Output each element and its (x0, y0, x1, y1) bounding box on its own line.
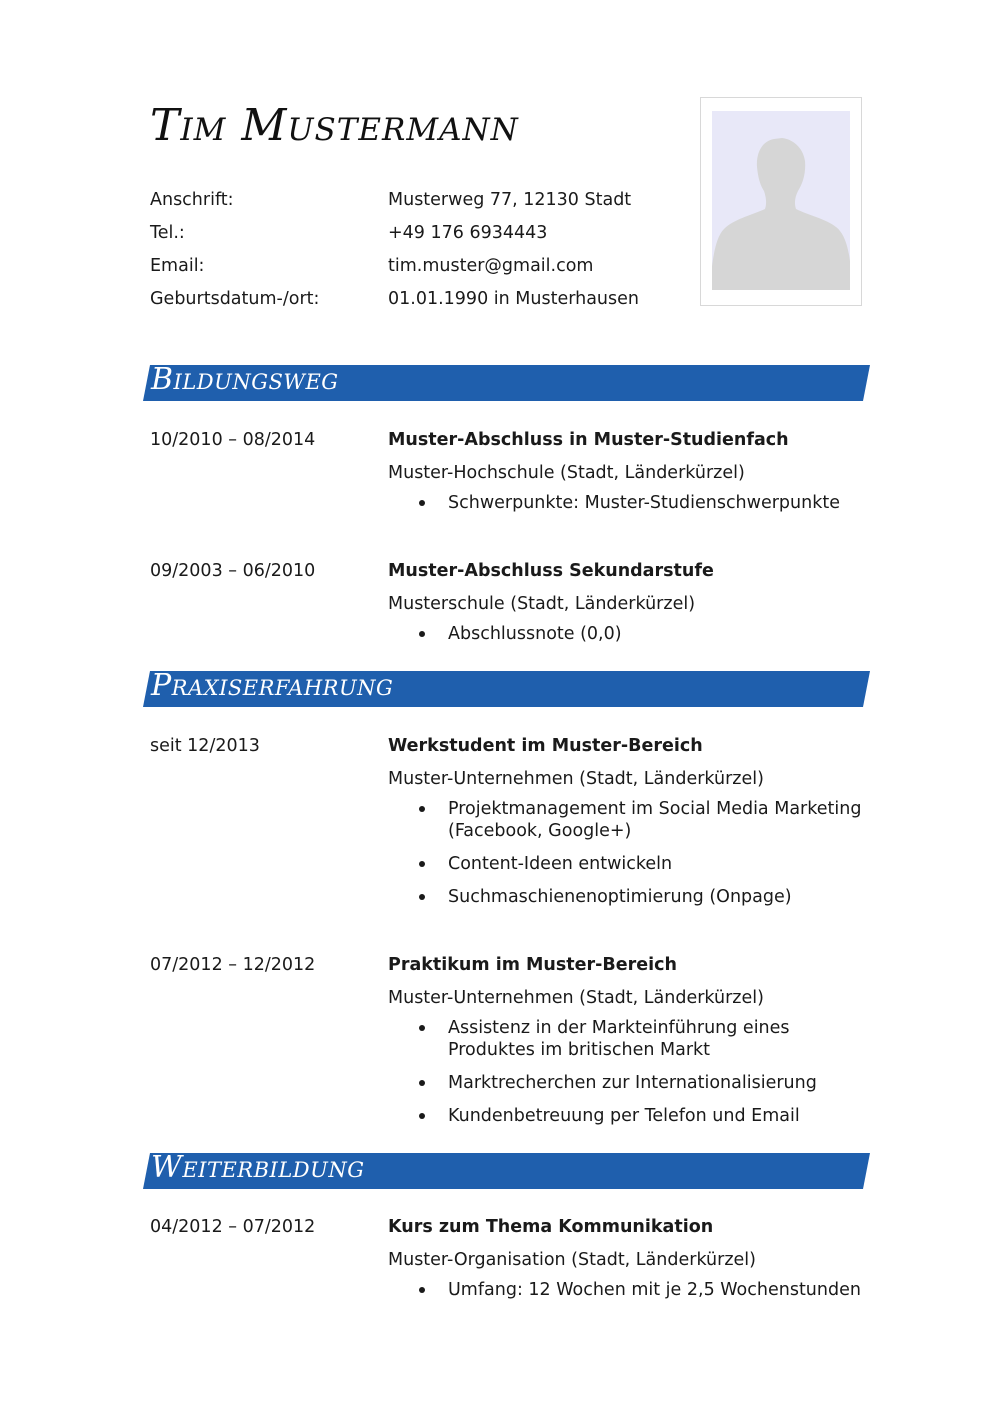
bullet-item (388, 623, 868, 645)
contact-row-email (150, 252, 670, 285)
contact-value: +49 176 6934443 (388, 223, 548, 243)
bullet-icon (419, 806, 425, 812)
entry-title: Muster-Abschluss Sekundarstufe (388, 561, 714, 581)
entry-title: Werkstudent im Muster-Bereich (388, 736, 703, 756)
entry-institution: Muster-Unternehmen (Stadt, Länderkürzel) (388, 988, 764, 1008)
entry-detail (388, 557, 868, 656)
bullet-icon (419, 631, 425, 637)
contact-value: tim.muster@gmail.com (388, 256, 594, 276)
bullet-icon (419, 1080, 425, 1086)
profile-photo (700, 97, 862, 306)
bullet-text: Abschlussnote (0,0) (448, 624, 622, 644)
bullet-text: Suchmaschienenoptimierung (Onpage) (448, 887, 792, 907)
entry-bullets (388, 492, 868, 514)
entry-title: Muster-Abschluss in Muster-Studienfach (388, 430, 789, 450)
bullet-item (388, 886, 868, 908)
cv-name: Tim Mustermann (150, 100, 519, 151)
entry-title: Praktikum im Muster-Bereich (388, 955, 677, 975)
bullet-icon (419, 1025, 425, 1031)
contact-label: Anschrift: (150, 190, 234, 210)
bullet-text: Marktrecherchen zur Internationalisierung (448, 1073, 817, 1093)
bullet-text: Projektmanagement im Social Media Marketing (Facebook, Google+) (448, 799, 862, 841)
entry-date: 04/2012 – 07/2012 (150, 1217, 316, 1237)
bullet-item (388, 1279, 868, 1301)
section-header-praxiserfahrung (143, 670, 870, 707)
bullet-item (388, 492, 868, 514)
entry-bullets (388, 1279, 868, 1301)
bullet-item (388, 1017, 868, 1061)
section-title: Praxiserfahrung (151, 668, 394, 703)
entry-institution: Musterschule (Stadt, Länderkürzel) (388, 594, 696, 614)
contact-label: Tel.: (150, 223, 185, 243)
entry-institution: Muster-Organisation (Stadt, Länderkürzel) (388, 1250, 756, 1270)
entry-date: seit 12/2013 (150, 736, 260, 756)
bullet-text: Assistenz in der Markteinführung eines Produktes im britischen Markt (448, 1018, 790, 1060)
bullet-icon (419, 500, 425, 506)
entry-detail (388, 426, 868, 525)
contact-row-birth (150, 285, 670, 318)
entry-detail (388, 732, 868, 919)
bullet-item (388, 1105, 868, 1127)
contact-row-phone (150, 219, 670, 252)
bullet-text: Kundenbetreuung per Telefon und Email (448, 1106, 800, 1126)
section-title: Bildungsweg (151, 362, 339, 397)
bullet-item (388, 853, 868, 875)
bullet-icon (419, 894, 425, 900)
section-header-bildungsweg (143, 364, 870, 401)
entry-date: 09/2003 – 06/2010 (150, 561, 316, 581)
contact-value: 01.01.1990 in Musterhausen (388, 289, 639, 309)
entry-institution: Muster-Hochschule (Stadt, Länderkürzel) (388, 463, 745, 483)
contact-value: Musterweg 77, 12130 Stadt (388, 190, 632, 210)
bullet-item (388, 1072, 868, 1094)
section-header-weiterbildung (143, 1152, 870, 1189)
contact-label: Email: (150, 256, 205, 276)
entry-institution: Muster-Unternehmen (Stadt, Länderkürzel) (388, 769, 764, 789)
contact-label: Geburtsdatum-/ort: (150, 289, 320, 309)
bullet-text: Schwerpunkte: Muster-Studienschwerpunkte (448, 493, 840, 513)
bullet-item (388, 798, 868, 842)
entry-date: 10/2010 – 08/2014 (150, 430, 316, 450)
bullet-icon (419, 1287, 425, 1293)
person-silhouette-icon (712, 111, 850, 290)
entry-bullets (388, 798, 868, 908)
bullet-text: Content-Ideen entwickeln (448, 854, 673, 874)
section-title: Weiterbildung (151, 1150, 365, 1185)
contact-block (150, 186, 670, 318)
entry-detail (388, 951, 868, 1138)
entry-bullets (388, 623, 868, 645)
entry-title: Kurs zum Thema Kommunikation (388, 1217, 714, 1237)
entry-detail (388, 1213, 868, 1312)
entry-date: 07/2012 – 12/2012 (150, 955, 316, 975)
bullet-text: Umfang: 12 Wochen mit je 2,5 Wochenstunden (448, 1280, 861, 1300)
bullet-icon (419, 1113, 425, 1119)
contact-row-address (150, 186, 670, 219)
entry-bullets (388, 1017, 868, 1127)
bullet-icon (419, 861, 425, 867)
